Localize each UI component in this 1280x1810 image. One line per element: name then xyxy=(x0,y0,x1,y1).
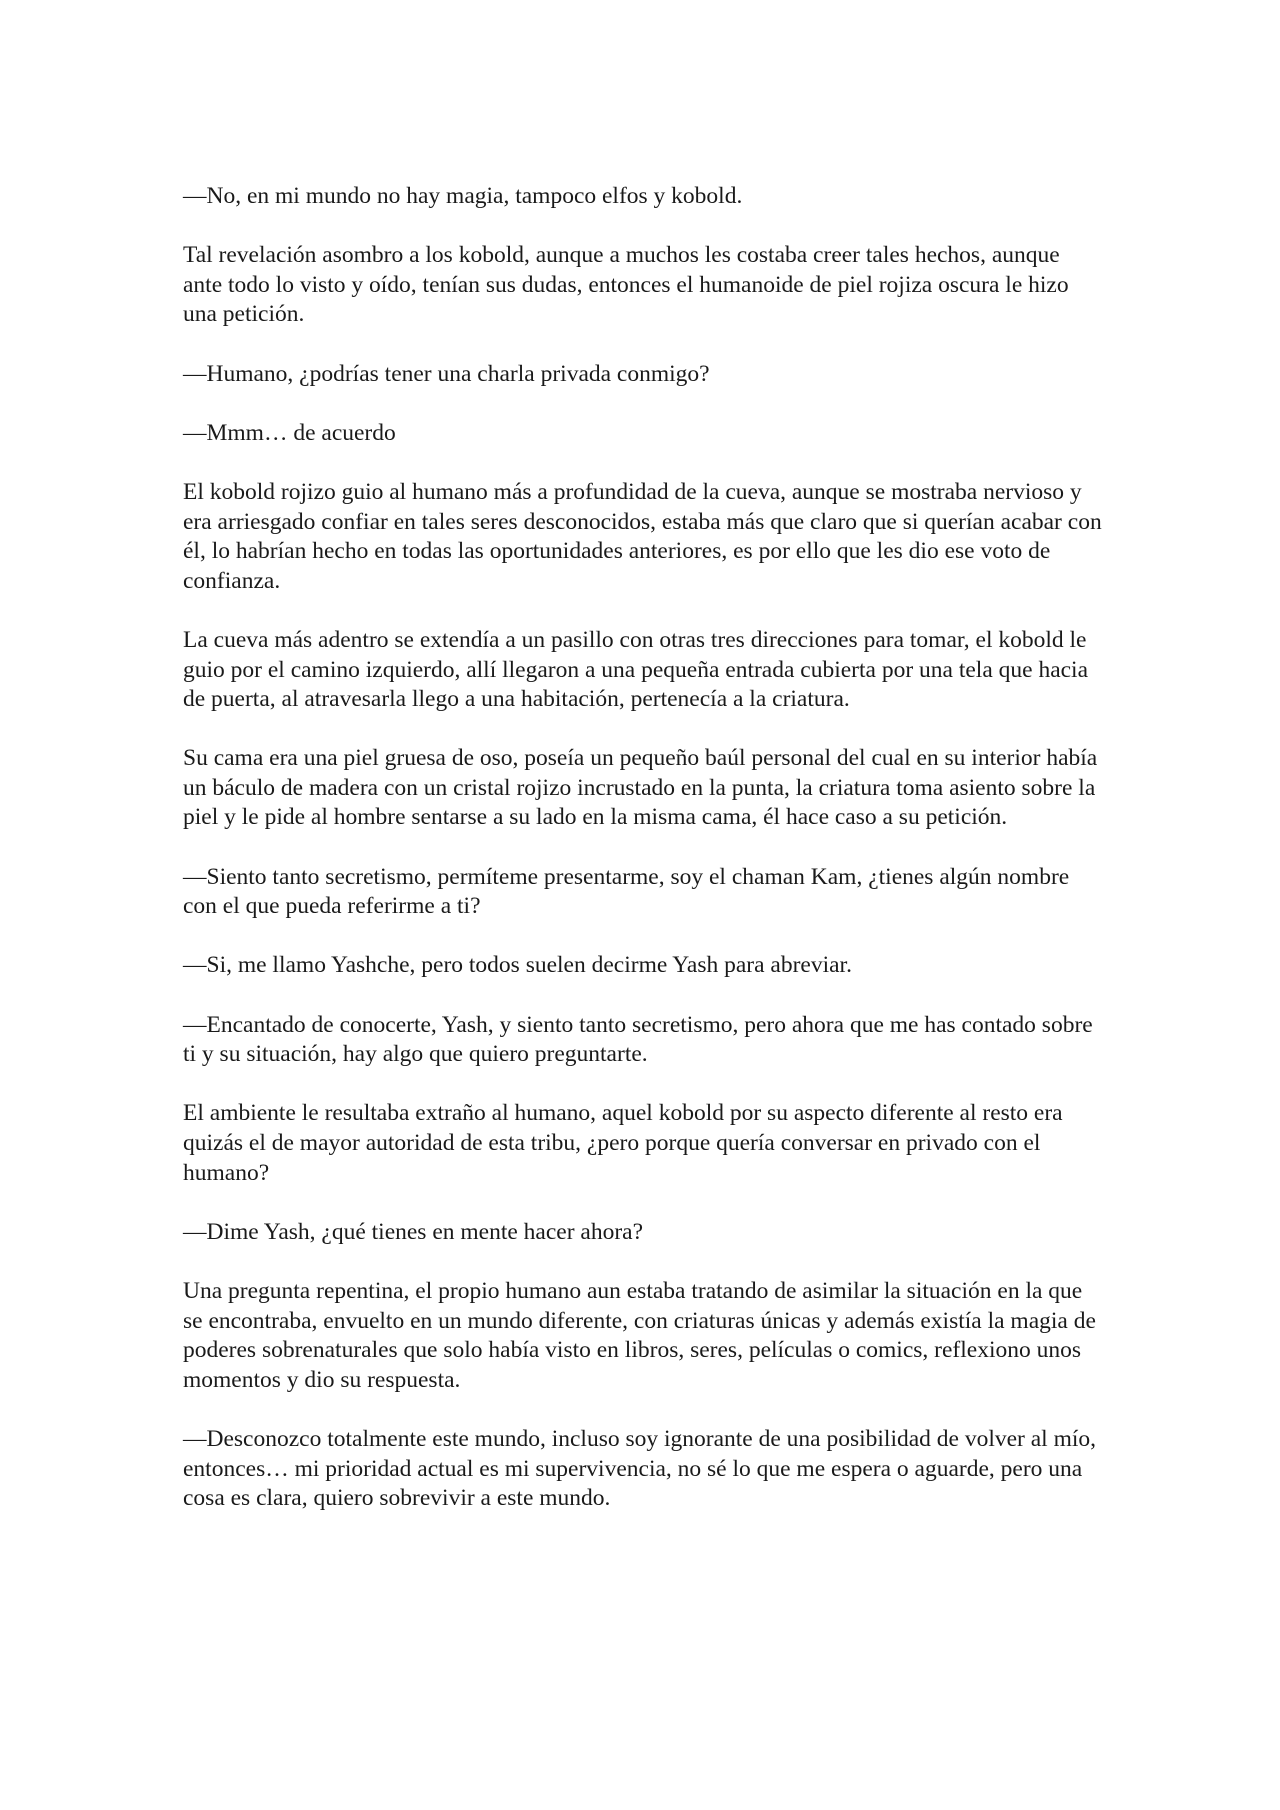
paragraph: Tal revelación asombro a los kobold, aunque a muchos les costaba creer tales hechos, aunque ante todo lo visto y oído, tenían sus dudas, entonces el humanoide de piel rojiza oscura le hizo una petición. xyxy=(183,242,1069,328)
paragraph: Una pregunta repentina, el propio humano aun estaba tratando de asimilar la situación en la que se encontraba, envuelto en un mundo diferente, con criaturas únicas y además existía la magia de poderes sobrenaturales que solo había visto en libros, seres, películas o comics, reflexiono unos momentos y dio su respuesta. xyxy=(183,1277,1096,1393)
paragraph: Su cama era una piel gruesa de oso, poseía un pequeño baúl personal del cual en su interior había un báculo de madera con un cristal rojizo incrustado en la punta, la criatura toma asiento sobre la piel y le pide al hombre sentarse a su lado en la misma cama, él hace caso a su petición. xyxy=(183,745,1098,831)
paragraph: La cueva más adentro se extendía a un pasillo con otras tres direcciones para tomar, el kobold le guio por el camino izquierdo, allí llegaron a una pequeña entrada cubierta por una tela que hacia de puerta, al atravesarla llego a una habitación, pertenecía a la criatura. xyxy=(183,626,1089,713)
paragraph: —Dime Yash, ¿qué tienes en mente hacer ahora? xyxy=(183,1218,644,1245)
paragraph: —Encantado de conocerte, Yash, y siento tanto secretismo, pero ahora que me has contado sobre ti y su situación, hay algo que quiero preguntarte. xyxy=(183,1011,1093,1068)
paragraph: —Humano, ¿podrías tener una charla privada conmigo? xyxy=(183,360,710,387)
paragraph: —Mmm… de acuerdo xyxy=(183,419,396,446)
paragraph: —Desconozco totalmente este mundo, incluso soy ignorante de una posibilidad de volver al mío, entonces… mi prioridad actual es mi supervivencia, no sé lo que me espera o aguarde, pero una cosa es clara, quiero sobrevivir a este mundo. xyxy=(183,1425,1097,1512)
document-page xyxy=(183,182,1103,1543)
paragraph: —No, en mi mundo no hay magia, tampoco elfos y kobold. xyxy=(183,183,743,209)
paragraph: El kobold rojizo guio al humano más a profundidad de la cueva, aunque se mostraba nervioso y era arriesgado confiar en tales seres desconocidos, estaba más que claro que si querían acabar con él, lo habrían hecho en todas las oportunidades anteriores, es por ello que les dio ese voto de confianza. xyxy=(183,478,1102,594)
paragraph: El ambiente le resultaba extraño al humano, aquel kobold por su aspecto diferente al resto era quizás el de mayor autoridad de esta tribu, ¿pero porque quería conversar en privado con el humano? xyxy=(183,1100,1063,1186)
paragraph: —Si, me llamo Yashche, pero todos suelen decirme Yash para abreviar. xyxy=(183,952,852,979)
paragraph: —Siento tanto secretismo, permíteme presentarme, soy el chaman Kam, ¿tienes algún nombre con el que pueda referirme a ti? xyxy=(183,863,1070,920)
